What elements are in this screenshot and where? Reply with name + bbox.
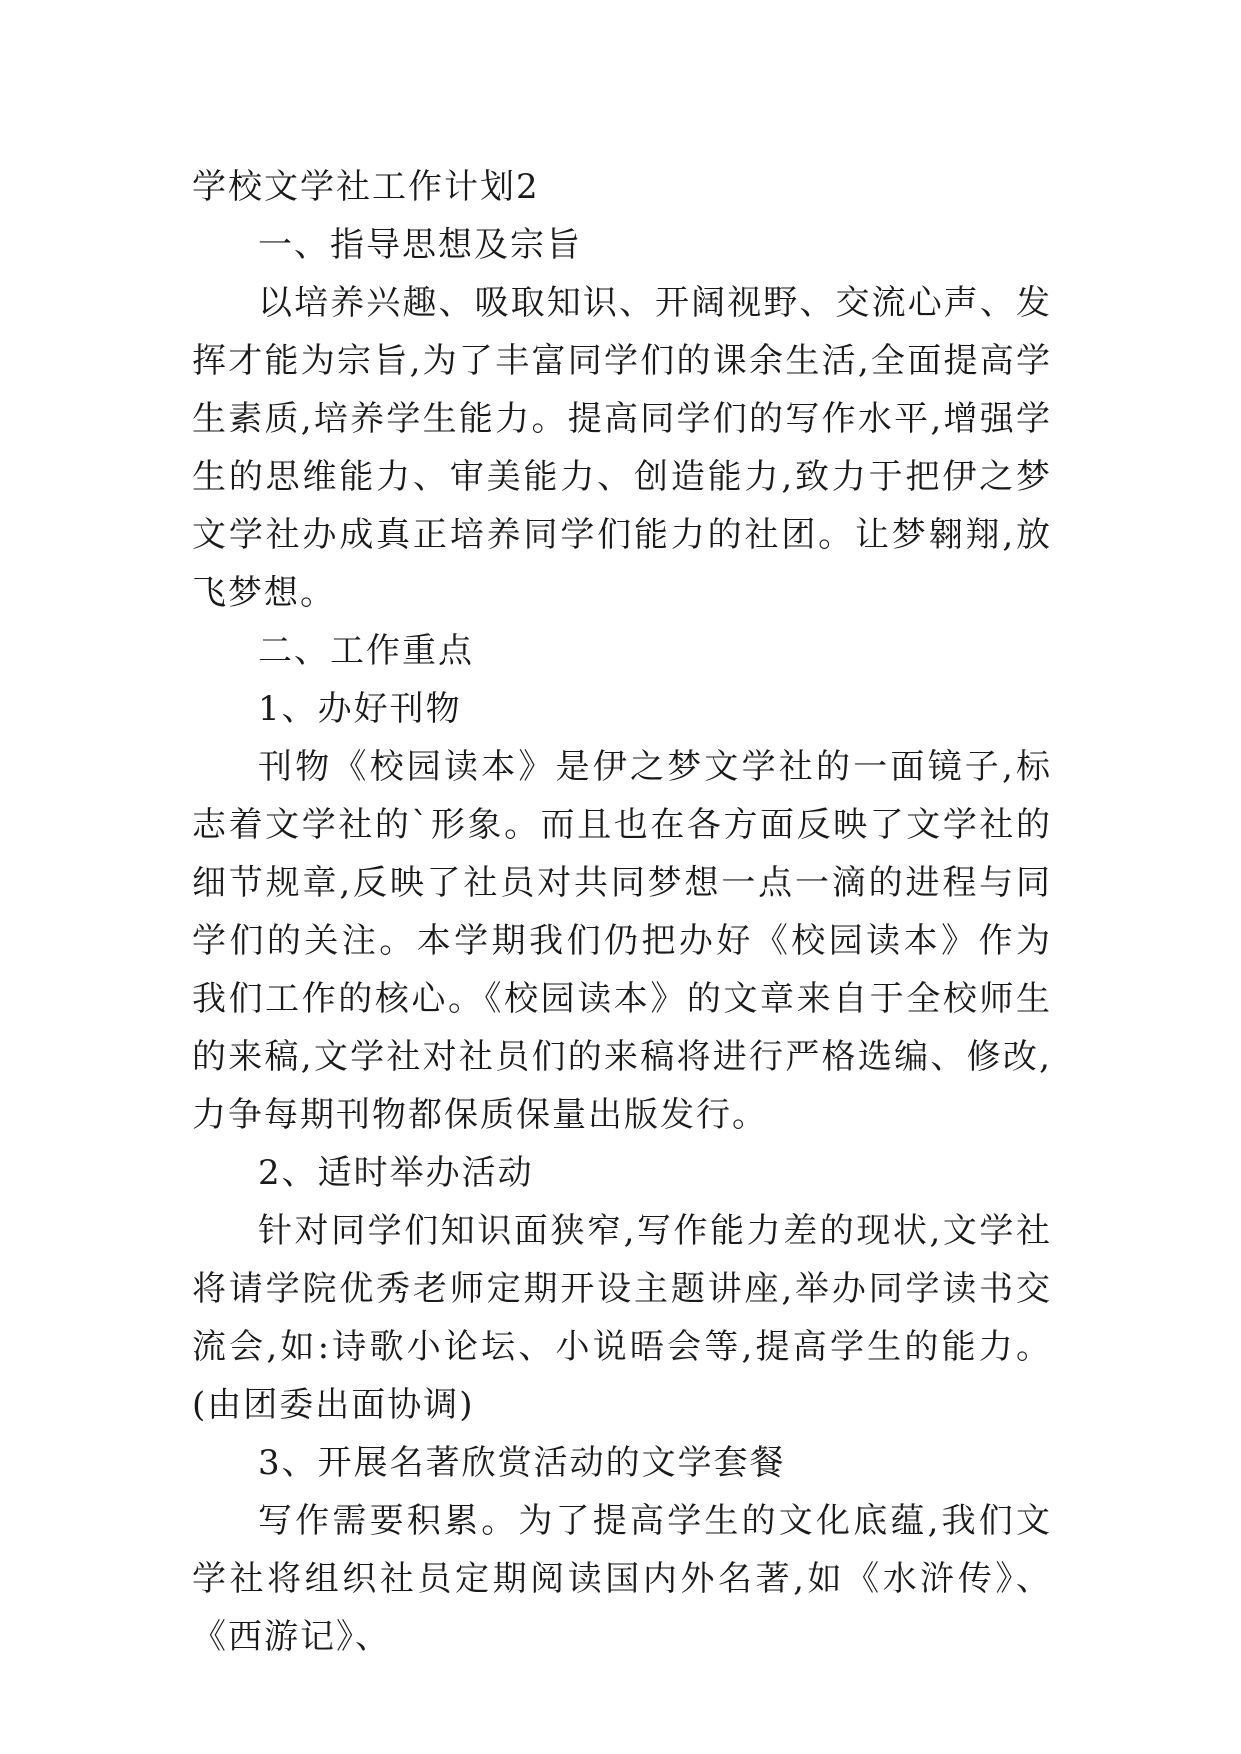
paragraph-purpose: 以培养兴趣、吸取知识、开阔视野、交流心声、发挥才能为宗旨,为了丰富同学们的课余生活,全面提高学生素质,培养学生能力。提高同学们的写作水平,增强学生的思维能力、审美能力、创造能力,致力于把伊之梦文学社办成真正培养同学们能力的社团。让梦翱翔,放飞梦想。 — [192, 283, 1052, 613]
section-heading-guiding-ideas: 一、指导思想及宗旨 — [258, 225, 582, 265]
paragraph-activities: 针对同学们知识面狭窄,写作能力差的现状,文学社将请学院优秀老师定期开设主题讲座,举办同学读书交流会,如:诗歌小论坛、小说晤会等,提高学生的能力。(由团委出面协调) — [192, 1211, 1052, 1425]
section-heading-work-focus: 二、工作重点 — [258, 631, 474, 671]
subheading-publication: 1、办好刊物 — [258, 689, 462, 729]
document-title: 学校文学社工作计划2 — [192, 167, 540, 207]
paragraph-classics: 写作需要积累。为了提高学生的文化底蕴,我们文学社将组织社员定期阅读国内外名著,如《水浒传》、《西游记》、 — [192, 1501, 1052, 1657]
document-body — [192, 158, 1052, 1666]
subheading-classics: 3、开展名著欣赏活动的文学套餐 — [258, 1443, 786, 1483]
subheading-activities: 2、适时举办活动 — [258, 1153, 534, 1193]
paragraph-publication: 刊物《校园读本》是伊之梦文学社的一面镜子,标志着文学社的`形象。而且也在各方面反映了文学社的细节规章,反映了社员对共同梦想一点一滴的进程与同学们的关注。本学期我们仍把办好《校园读本》作为我们工作的核心。《校园读本》的文章来自于全校师生的来稿,文学社对社员们的来稿将进行严格选编、修改,力争每期刊物都保质保量出版发行。 — [192, 747, 1052, 1135]
